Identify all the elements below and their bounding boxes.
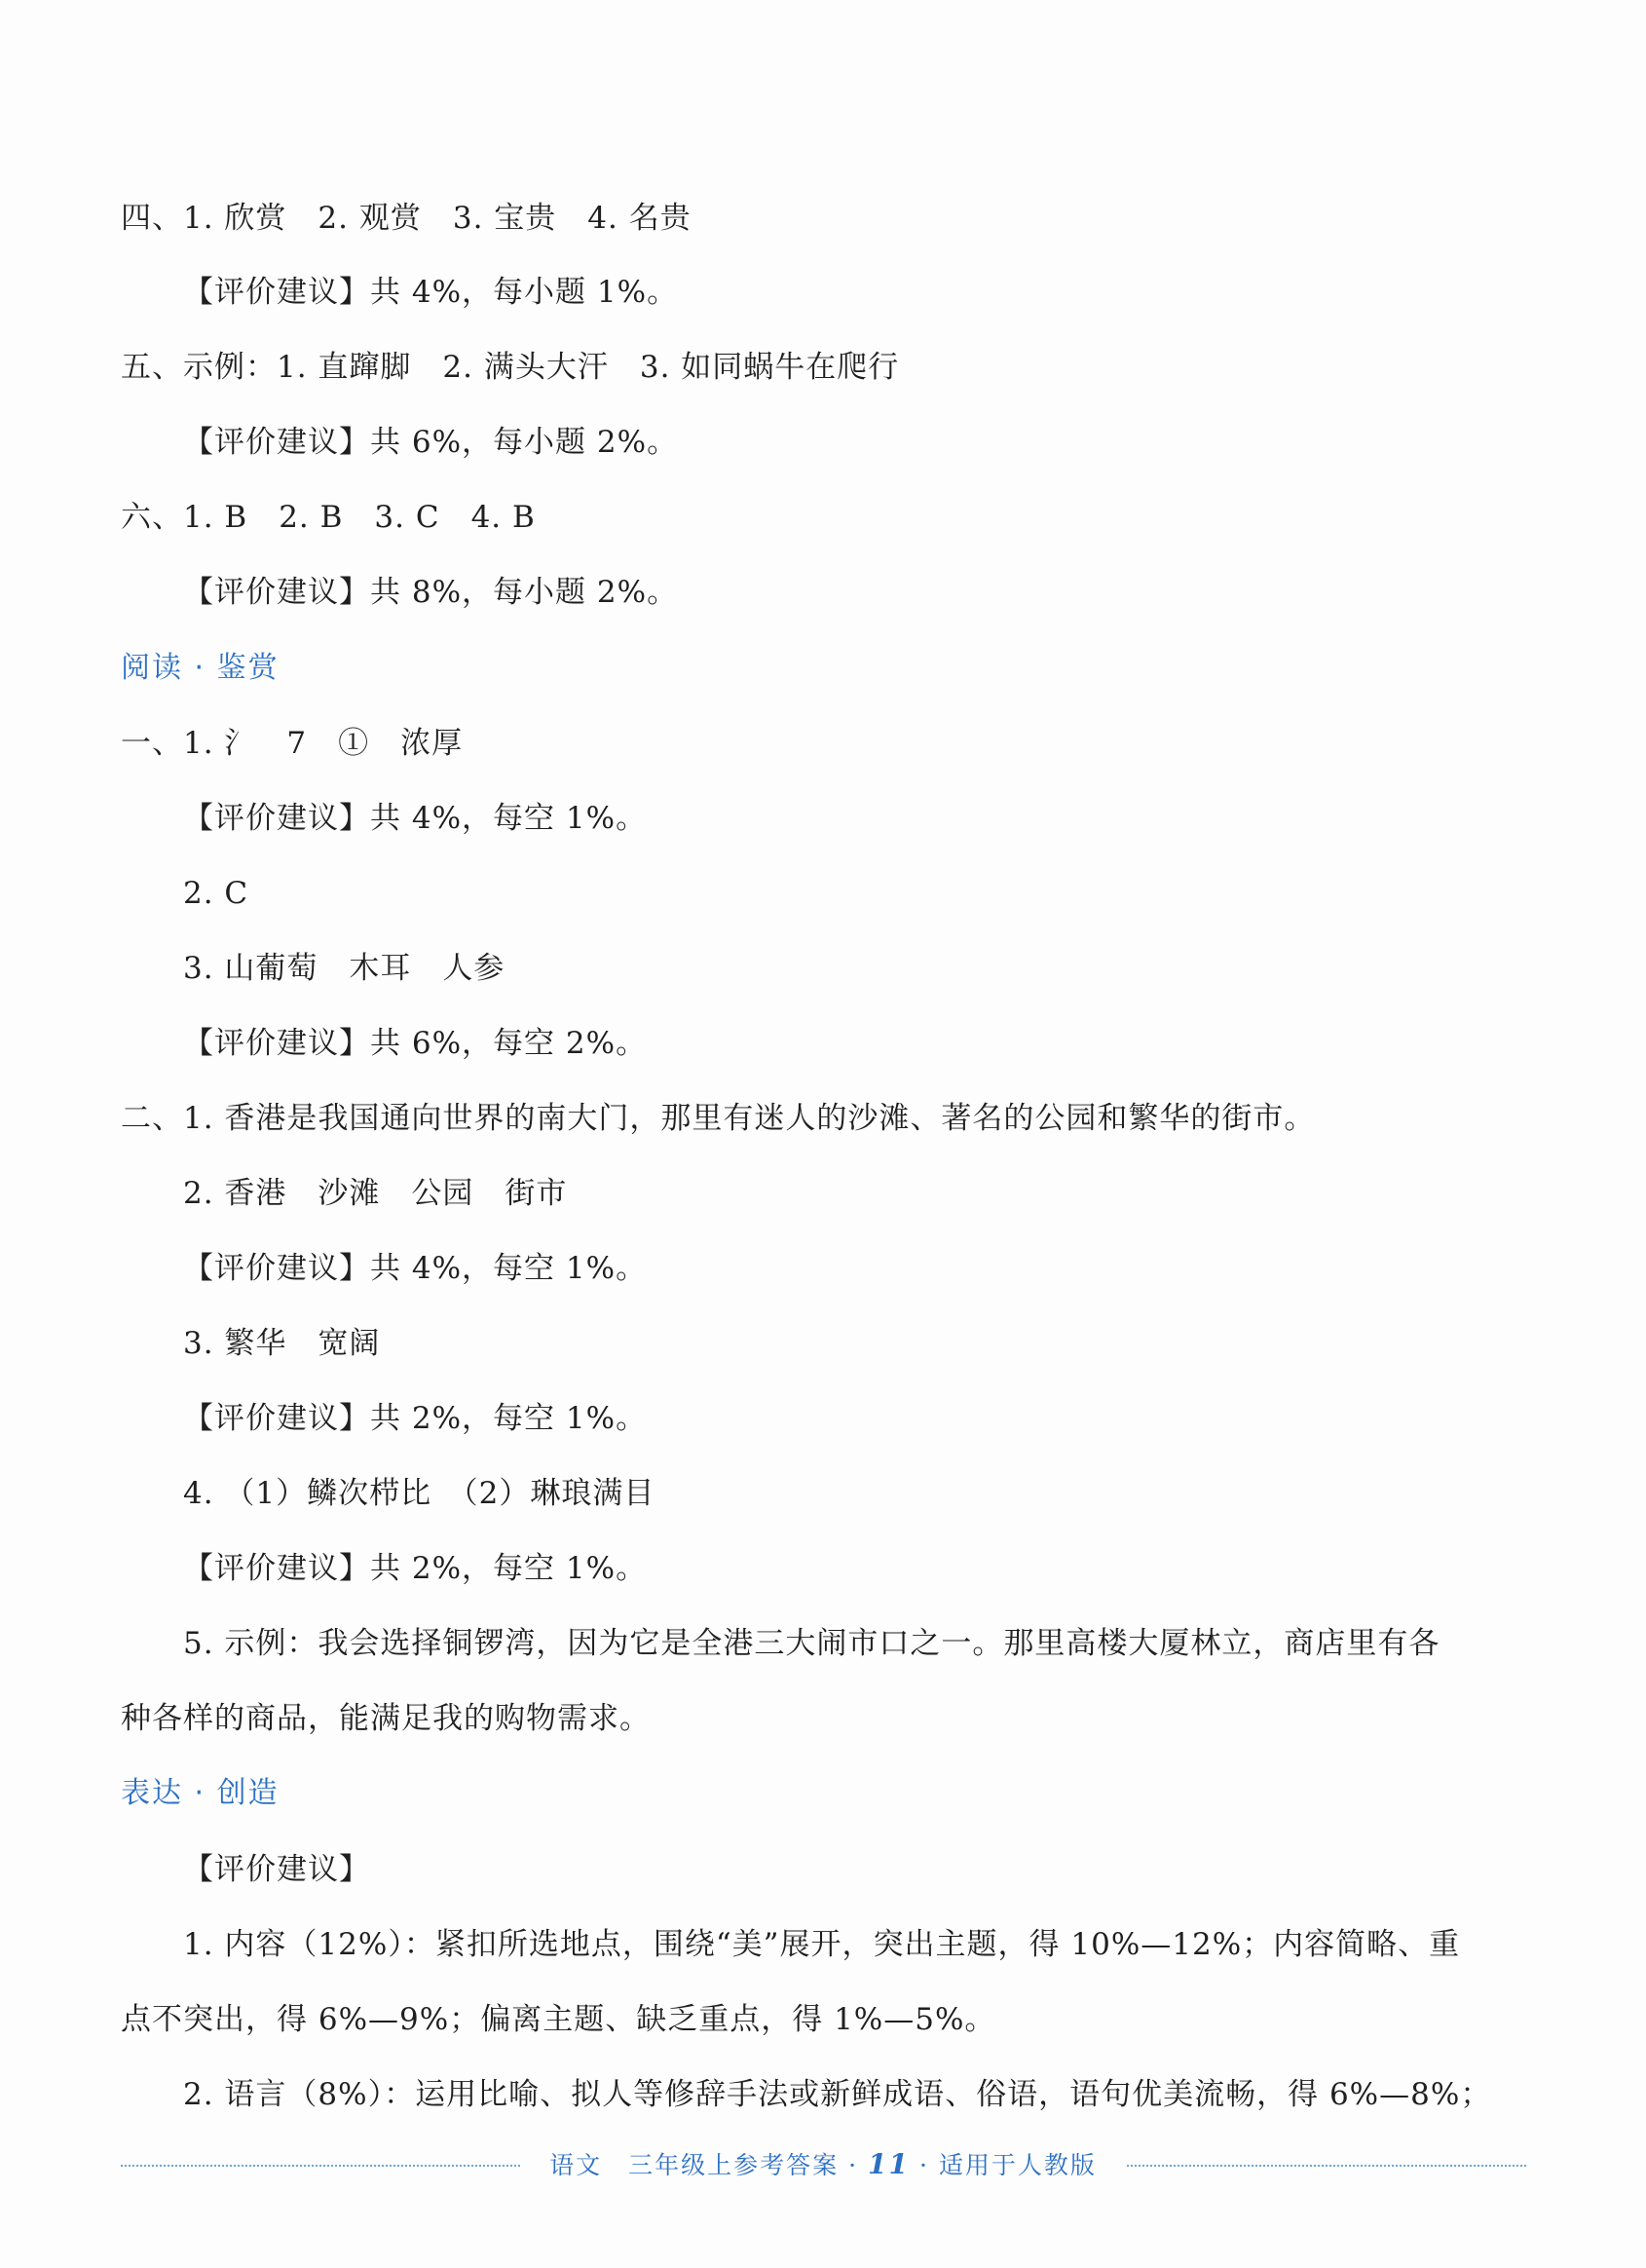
answer-line: 六、1. B 2. B 3. C 4. B bbox=[121, 500, 536, 535]
evaluation-note: 【评价建议】共 8%，每小题 2%。 bbox=[183, 575, 679, 610]
answer-line: 五、示例：1. 直蹿脚 2. 满头大汗 3. 如同蜗牛在爬行 bbox=[121, 350, 900, 385]
answer-line: 5. 示例：我会选择铜锣湾，因为它是全港三大闹市口之一。那里高楼大厦林立，商店里有各 bbox=[183, 1626, 1440, 1661]
evaluation-note: 【评价建议】共 4%，每空 1%。 bbox=[183, 801, 648, 836]
evaluation-note: 【评价建议】共 6%，每空 2%。 bbox=[183, 1026, 648, 1061]
answer-line: 3. 繁华 宽阔 bbox=[183, 1326, 381, 1361]
footer-edition: · 适用于人教版 bbox=[918, 2151, 1097, 2179]
answer-line: 种各样的商品，能满足我的购物需求。 bbox=[121, 1701, 651, 1736]
evaluation-note: 【评价建议】共 4%，每小题 1%。 bbox=[183, 275, 679, 310]
footer-subject: 语文 三年级上参考答案 · bbox=[549, 2151, 859, 2179]
answer-line: 4. （1）鳞次栉比 （2）琳琅满目 bbox=[183, 1476, 655, 1511]
answer-line: 2. 语言（8%）：运用比喻、拟人等修辞手法或新鲜成语、俗语，语句优美流畅，得 6%—8%； bbox=[183, 2077, 1492, 2112]
answer-line: 点不突出，得 6%—9%；偏离主题、缺乏重点，得 1%—5%。 bbox=[121, 2002, 996, 2037]
footer-divider-left bbox=[121, 2165, 520, 2167]
answer-line: 2. 香港 沙滩 公园 街市 bbox=[183, 1176, 568, 1211]
answer-line: 3. 山葡萄 木耳 人参 bbox=[183, 951, 505, 986]
evaluation-note: 【评价建议】共 2%，每空 1%。 bbox=[183, 1401, 648, 1436]
answer-line: 1. 内容（12%）：紧扣所选地点，围绕“美”展开，突出主题，得 10%—12%；内容简略、重 bbox=[183, 1927, 1461, 1962]
answer-line: 二、1. 香港是我国通向世界的南大门，那里有迷人的沙滩、著名的公园和繁华的街市。 bbox=[121, 1101, 1316, 1136]
evaluation-note: 【评价建议】共 4%，每空 1%。 bbox=[183, 1251, 648, 1286]
evaluation-note: 【评价建议】 bbox=[183, 1852, 370, 1887]
evaluation-note: 【评价建议】共 6%，每小题 2%。 bbox=[183, 425, 679, 460]
answer-line: 一、1. 氵 7 ① 浓厚 bbox=[121, 726, 464, 761]
page-footer bbox=[541, 2148, 1105, 2182]
page-number: 11 bbox=[868, 2148, 910, 2180]
footer-divider-right bbox=[1127, 2165, 1526, 2167]
answer-line: 2. C bbox=[183, 876, 249, 911]
section-heading-reading: 阅读 · 鉴赏 bbox=[121, 651, 280, 685]
answer-line: 四、1. 欣赏 2. 观赏 3. 宝贵 4. 名贵 bbox=[121, 201, 692, 236]
section-heading-expression: 表达 · 创造 bbox=[121, 1776, 280, 1810]
evaluation-note: 【评价建议】共 2%，每空 1%。 bbox=[183, 1551, 648, 1586]
